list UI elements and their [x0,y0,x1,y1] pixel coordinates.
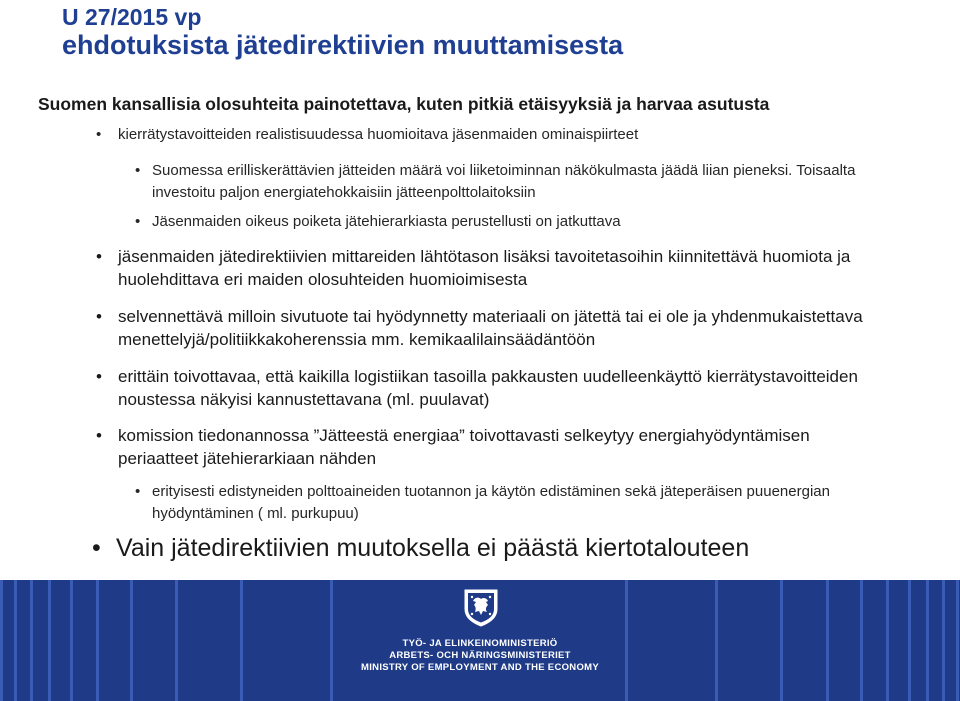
title-line-2: ehdotuksista jätedirektiivien muuttamisesta [62,30,624,60]
list-item: komission tiedonannossa ”Jätteestä energiaa” toivottavasti selkeytyy energiahyödyntämisen periaatteet jätehierarkiaan nähden [118,426,810,468]
list-item: jäsenmaiden jätedirektiivien mittareiden lähtötason lisäksi tavoitetasoihin kiinnitettävä huomiota ja huolehdittava eri maiden olosuhteiden huomioimisesta [118,247,851,289]
list-item: erityisesti edistyneiden polttoaineiden tuotannon ja käytön edistäminen sekä jäteperäisen puuenergian hyödyntäminen ( ml. purkupuu) [152,483,830,522]
bullet-icon: • [96,247,102,266]
list-item: selvennettävä milloin sivutuote tai hyödynnetty materiaali on jätettä tai ei ole ja yhdenmukaistettava menettelyjä/politiikkakoherenssia mm. kemikaalilainsäädäntöön [118,307,863,349]
ministry-name-en: MINISTRY OF EMPLOYMENT AND THE ECONOMY [361,662,599,673]
ministry-name-fi: TYÖ- JA ELINKEINOMINISTERIÖ [402,638,558,649]
bullet-icon: • [135,162,141,179]
list-item: kierrätystavoitteiden realistisuudessa huomioitava jäsenmaiden ominaispiirteet [118,126,639,143]
bullet-icon: • [92,534,101,562]
bullet-icon: • [96,426,102,445]
list-item: Suomessa erilliskerättävien jätteiden määrä voi liiketoiminnan näkökulmasta jäädä liian pieneksi. Toisaalta investoitu paljon energiatehokkaisiin jätteenpolttolaitoksiin [152,162,856,201]
bullet-icon: • [135,483,141,500]
bullet-icon: • [96,307,102,326]
list-item: Jäsenmaiden oikeus poiketa jätehierarkiasta perustellusti on jatkuttava [152,213,621,230]
bullet-icon: • [96,367,102,386]
bullet-icon: • [135,213,141,230]
bullet-icon: • [96,126,102,143]
list-item: erittäin toivottavaa, että kaikilla logistiikan tasoilla pakkausten uudelleenkäyttö kierrätystavoitteiden noustessa näkyisi kannustettavana (ml. puulavat) [118,367,858,409]
list-item: Vain jätedirektiivien muutoksella ei päästä kiertotalouteen [116,534,750,562]
ministry-name-sv: ARBETS- OCH NÄRINGSMINISTERIET [389,650,571,661]
subheading: Suomen kansallisia olosuhteita painotettava, kuten pitkiä etäisyyksiä ja harvaa asutusta [38,94,770,114]
finnish-lion-crest-icon [461,587,501,627]
title-line-1: U 27/2015 vp [62,4,202,30]
